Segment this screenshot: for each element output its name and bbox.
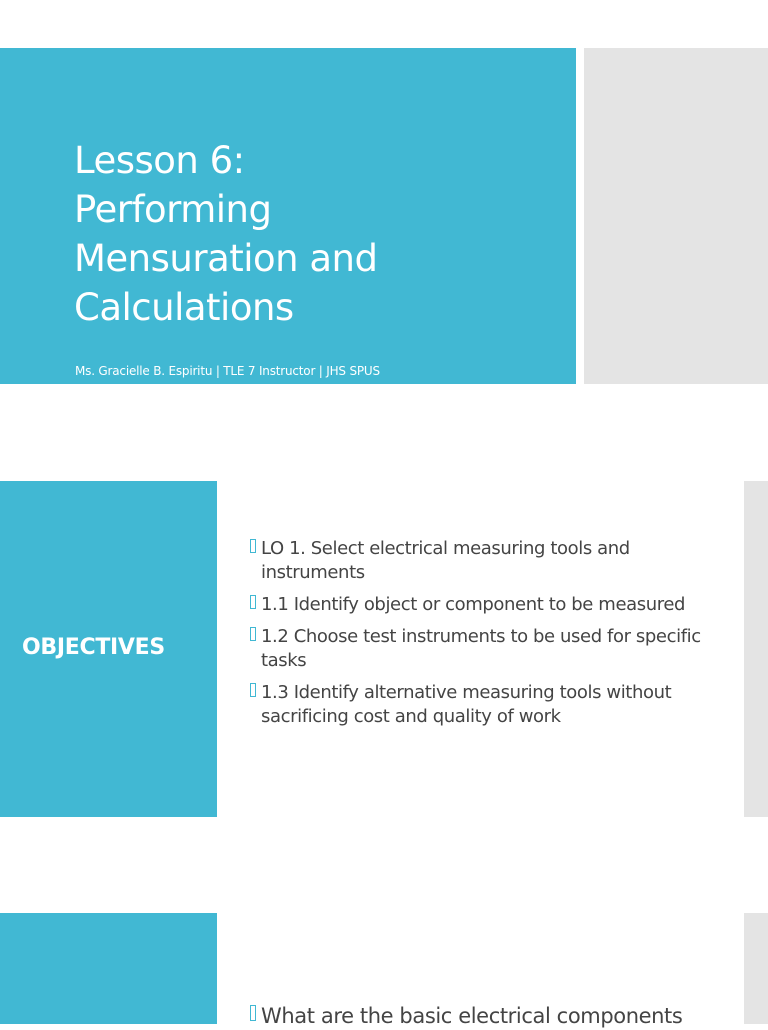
bullet-icon <box>250 683 256 697</box>
list-item-text: 1.3 Identify alternative measuring tools without sacrificing cost and quality of work <box>261 682 672 727</box>
list-item-text: 1.1 Identify object or component to be measured <box>261 594 686 615</box>
title-line: Lesson 6: <box>74 139 245 182</box>
title-side-panel <box>584 48 768 384</box>
list-item-text: What are the basic electrical components <box>261 1004 683 1028</box>
bullet-icon <box>250 539 256 553</box>
bullet-icon <box>250 1005 256 1021</box>
title-line: Performing <box>74 188 272 231</box>
list-item <box>248 625 738 673</box>
third-side-panel <box>744 913 768 1024</box>
list-item <box>248 593 738 617</box>
author-subtitle: Ms. Gracielle B. Espiritu | TLE 7 Instructor | JHS SPUS <box>75 364 380 378</box>
lesson-title <box>74 136 554 332</box>
objectives-side-panel <box>744 481 768 817</box>
list-item-text: LO 1. Select electrical measuring tools and instruments <box>261 538 630 583</box>
list-item-text: 1.2 Choose test instruments to be used for specific tasks <box>261 626 701 671</box>
list-item <box>248 537 738 585</box>
bullet-icon <box>250 595 256 609</box>
title-line: Mensuration and <box>74 237 378 280</box>
list-item <box>248 681 738 729</box>
third-slide-panel <box>0 913 217 1024</box>
title-line: Calculations <box>74 286 294 329</box>
objectives-list <box>248 537 738 737</box>
bullet-icon <box>250 627 256 641</box>
copyright-note: Note: Strictly no reproduction of any form must be done without the compiler’s permission <box>75 393 473 425</box>
title-panel <box>0 48 576 425</box>
list-item <box>248 1002 682 1030</box>
objectives-heading: OBJECTIVES <box>22 635 165 660</box>
